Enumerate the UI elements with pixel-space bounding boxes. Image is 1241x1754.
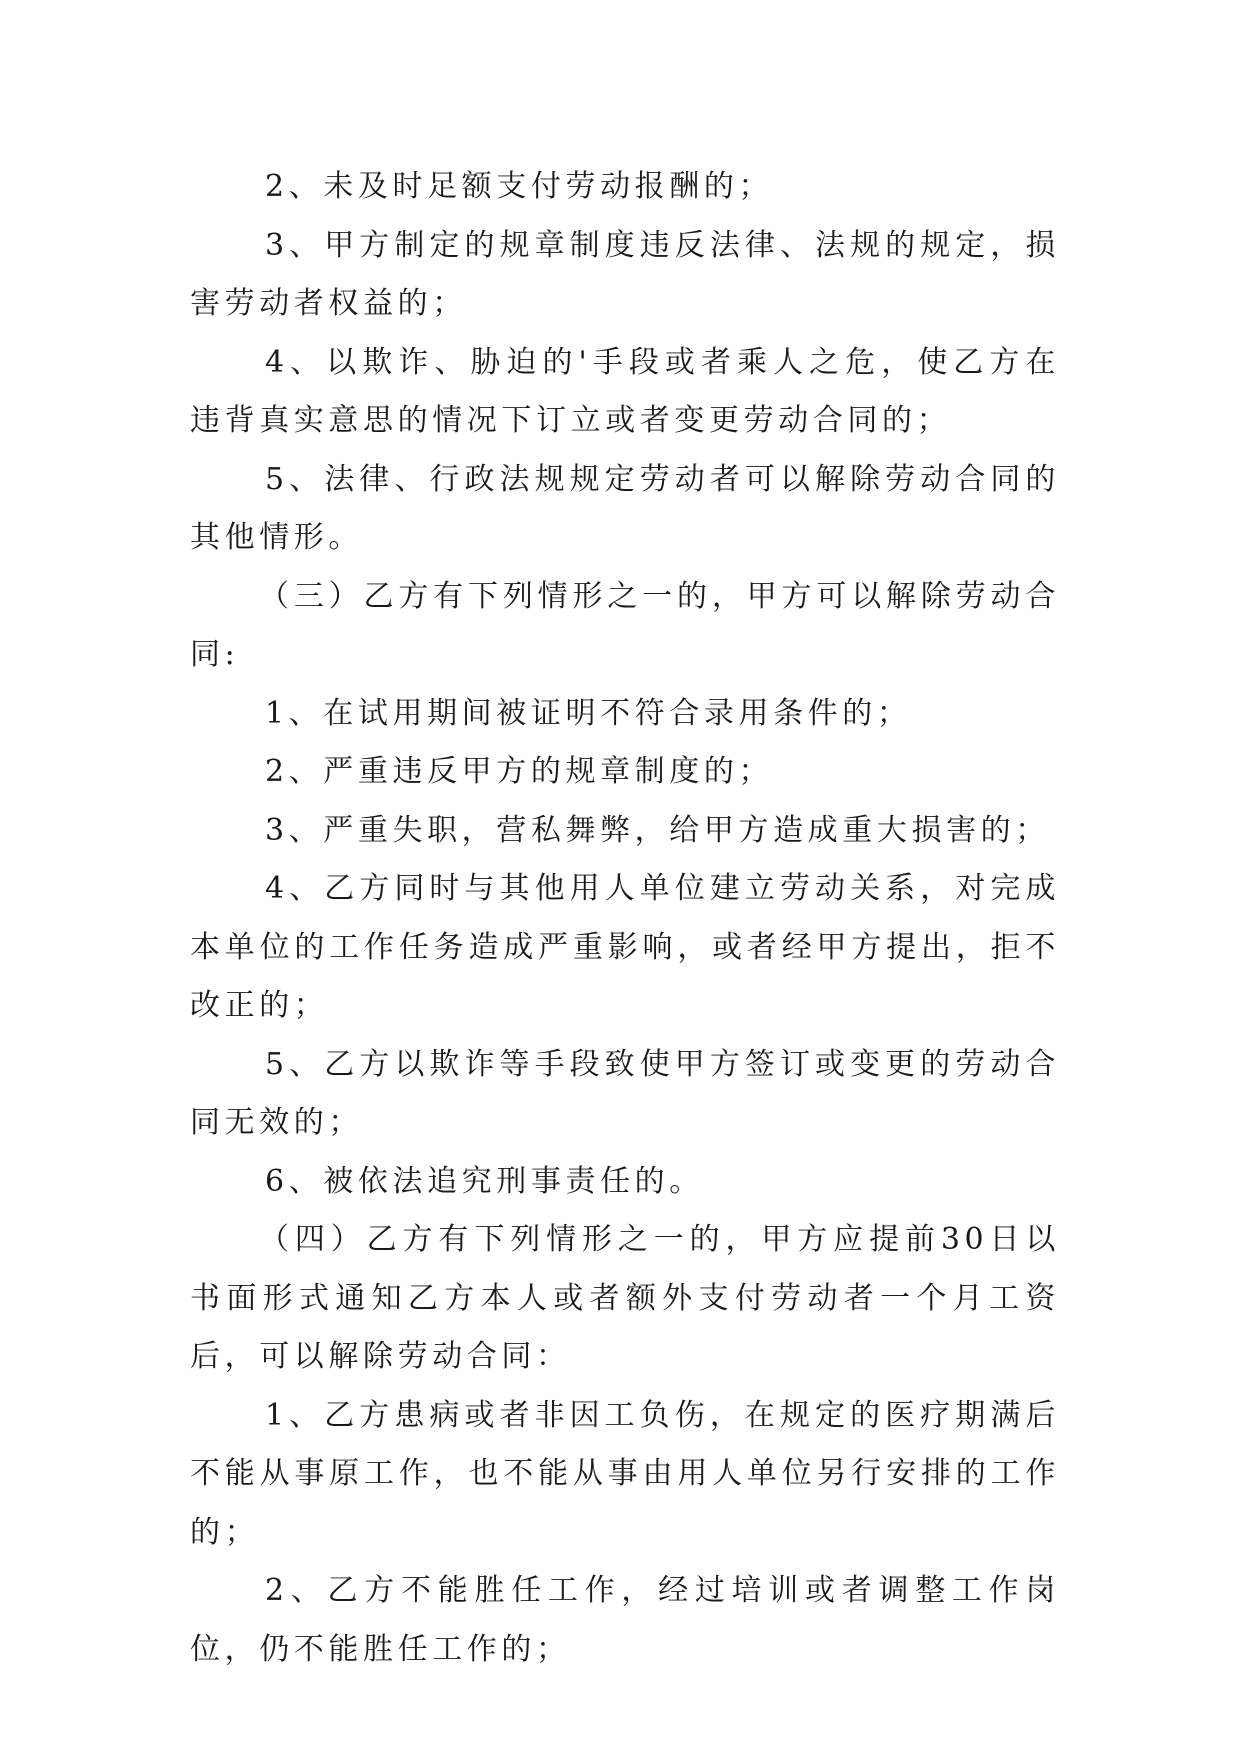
clause-2-unpaid-wages: 2、未及时足额支付劳动报酬的； [265,169,774,204]
clause-4-fraud-coercion: 4、以欺诈、胁迫的'手段或者乘人之危，使乙方在违背真实意思的情况下订立或者变更劳动合同的； [190,344,1060,438]
document-body [190,158,1060,1679]
section-3-item-5: 5、乙方以欺诈等手段致使甲方签订或变更的劳动合同无效的； [190,1046,1060,1140]
clause-5-other-circumstances: 5、法律、行政法规规定劳动者可以解除劳动合同的其他情形。 [190,461,1060,555]
section-3-item-6: 6、被依法追究刑事责任的。 [265,1163,704,1199]
clause-3-illegal-rules: 3、甲方制定的规章制度违反法律、法规的规定，损害劳动者权益的； [190,227,1060,321]
section-4-item-1: 1、乙方患病或者非因工负伤，在规定的医疗期满后不能从事原工作，也不能从事由用人单位另行安排的工作的； [190,1397,1060,1550]
section-3-item-2: 2、严重违反甲方的规章制度的； [265,754,774,789]
section-3-item-3: 3、严重失职，营私舞弊，给甲方造成重大损害的； [265,812,1050,848]
section-3-item-1: 1、在试用期间被证明不符合录用条件的； [265,695,912,731]
section-4-item-2: 2、乙方不能胜任工作，经过培训或者调整工作岗位，仍不能胜任工作的； [190,1573,1060,1667]
section-4-heading: （四）乙方有下列情形之一的，甲方应提前30日以书面形式通知乙方本人或者额外支付劳动者一个月工资后，可以解除劳动合同： [190,1222,1060,1374]
section-3-item-4: 4、乙方同时与其他用人单位建立劳动关系，对完成本单位的工作任务造成严重影响，或者经甲方提出，拒不改正的； [190,871,1060,1023]
section-3-heading: （三）乙方有下列情形之一的，甲方可以解除劳动合同: [190,578,1060,672]
